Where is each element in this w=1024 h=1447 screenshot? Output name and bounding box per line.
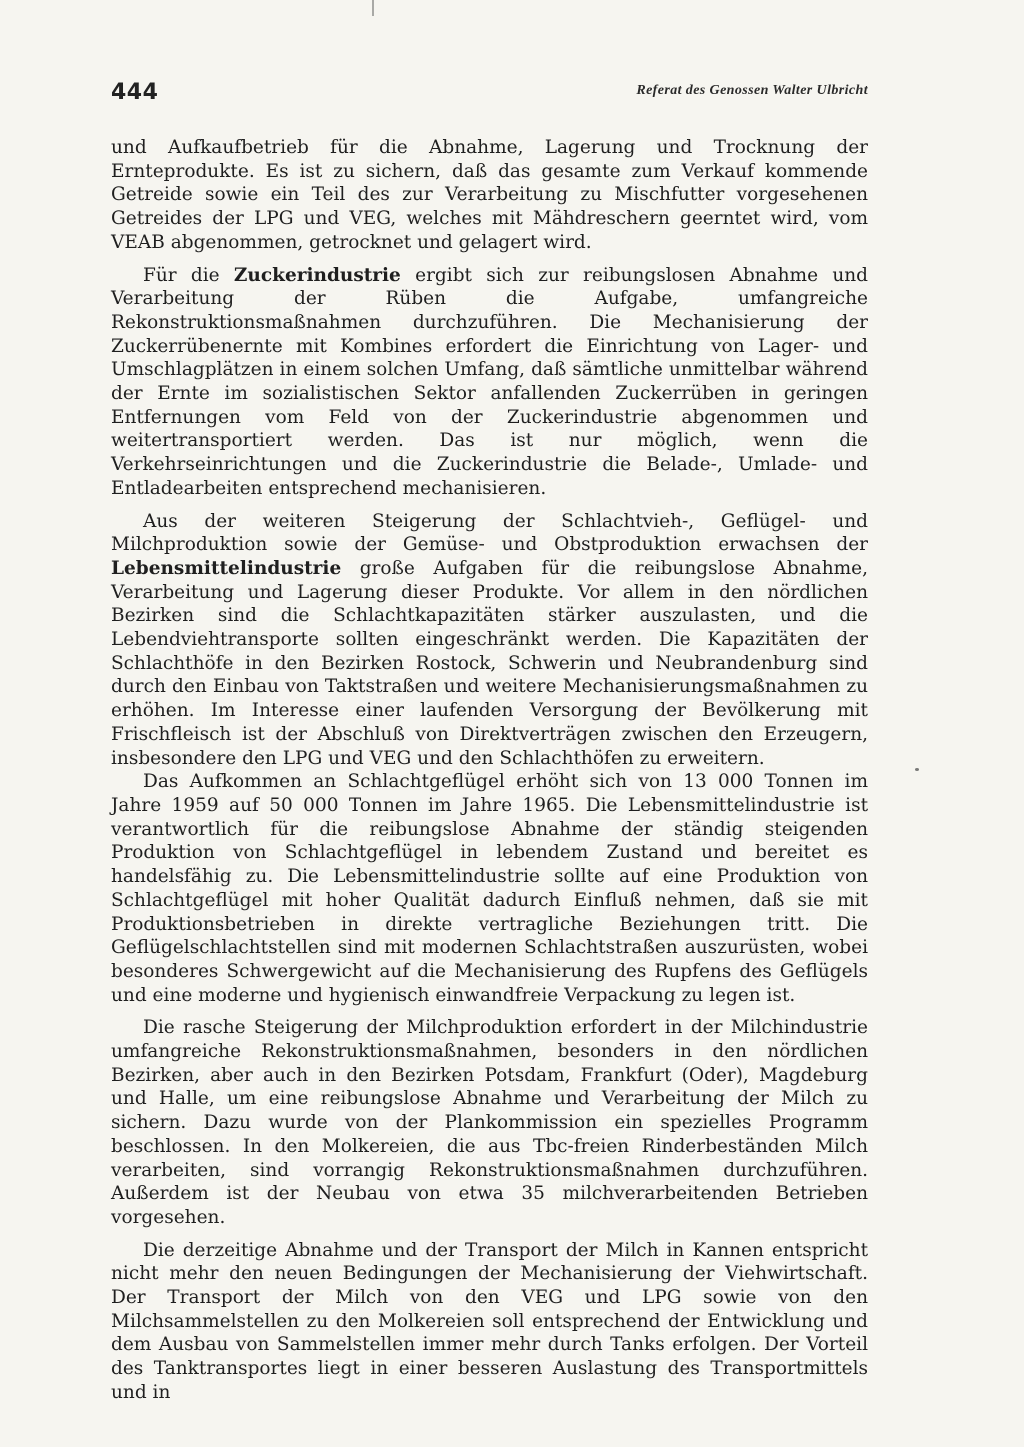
paragraph-milk-transport: Die derzeitige Abnahme und der Transport der Milch in Kannen entspricht nicht mehr den neuen Bedingungen der Mechanisierung der Viehwirtschaft. Der Transport der Milch von den VEG und LPG sowie von den Milchsammelstellen zu den Molkereien soll entsprechend der Entwicklung und dem Ausbau von Sammelstellen immer mehr durch Tanks erfolgen. Der Vorteil des Tanktransportes liegt in einer besseren Auslastung des Transportmittels und in bbox=[111, 1239, 868, 1403]
paragraph-text: große Aufgaben für die reibungslose Abnahme, Verarbeitung und Lagerung dieser Produkte. Vor allem in den nördlichen Bezirken sind die Schlachtkapazitäten stärker auszulasten, und die Lebendviehtransporte sollten eingeschränkt werden. Die Kapazitäten der Schlachthöfe in den Bezirken Rostock, Schwerin und Neubrandenburg sind durch den Einbau von Taktstraßen und weitere Mechanisierungsmaßnahmen zu erhöhen. Im Interesse einer laufenden Versorgung der Bevölkerung mit Frischfleisch ist der Abschluß von Direktverträgen zwischen den Erzeugern, insbesondere den LPG und VEG und den Schlachthöfen zu erweitern. bbox=[111, 557, 868, 769]
paragraph-text: Für die bbox=[143, 264, 234, 286]
paragraph-dairy-industry: Die rasche Steigerung der Milchproduktion erfordert in der Milchindustrie umfangreiche Rekonstruktionsmaßnahmen, besonders in den nördlichen Bezirken, aber auch in den Bezirken Potsdam, Frankfurt (Oder), Magdeburg und Halle, um eine reibungslose Abnahme und Verarbeitung der Milch zu sichern. Dazu wurde von der Plankommission ein spezielles Programm beschlossen. In den Molkereien, die aus Tbc-freien Rinderbeständen Milch verarbeiten, sind vorrangig Rekonstruktionsmaßnahmen durchzuführen. Außerdem ist der Neubau von etwa 35 milchverarbeitenden Betrieben vorgesehen. bbox=[111, 1017, 868, 1228]
running-title: Referat des Genossen Walter Ulbricht bbox=[636, 83, 868, 98]
page-header bbox=[111, 80, 868, 110]
scan-artifact-mark bbox=[372, 0, 374, 16]
paragraph-sugar-industry bbox=[111, 264, 868, 501]
paragraph-food-industry bbox=[111, 510, 868, 771]
paragraph-poultry: Das Aufkommen an Schlachtgeflügel erhöht sich von 13 000 Tonnen im Jahre 1959 auf 50 000 Tonnen im Jahre 1965. Die Lebensmittelindustrie ist verantwortlich für die reibungslose Abnahme der ständig steigenden Produktion von Schlachtgeflügel in lebendem Zustand und bereitet es handelsfähig zu. Die Lebensmittelindustrie sollte auf eine Produktion von Schlachtgeflügel mit hoher Qualität dadurch Einfluß nehmen, daß sie mit Produktionsbetrieben in direkte vertragliche Beziehungen tritt. Die Geflügelschlachtstellen sind mit modernen Schlachtstraßen auszurüsten, wobei besonderes Schwergewicht auf die Mechanisierung des Rupfens des Geflügels und eine moderne und hygienisch einwandfreie Verpackung zu legen ist. bbox=[111, 771, 868, 1006]
page-number: 444 bbox=[111, 80, 159, 105]
paragraph-text: ergibt sich zur reibungslosen Abnahme und Verarbeitung der Rüben die Aufgabe, umfangreiche Rekonstruktionsmaßnahmen durchzuführen. Die Mechanisierung der Zuckerrübenernte mit Kombines erfordert die Einrichtung von Lager- und Umschlagplätzen in einem solchen Umfang, daß sämtliche unmittelbar während der Ernte im sozialistischen Sektor anfallenden Zuckerrüben in geringen Entfernungen vom Feld von der Zuckerindustrie abgenommen und weitertransportiert werden. Das ist nur möglich, wenn die Verkehrseinrichtungen und die Zuckerindustrie die Belade-, Umlade- und Entladearbeiten entsprechend mechanisieren. bbox=[111, 264, 868, 499]
paragraph-text: Aus der weiteren Steigerung der Schlachtvieh-, Geflügel- und Milchproduktion sowie der Gemüse- und Obstproduktion erwachsen der bbox=[111, 510, 868, 556]
emphasis-sugar-industry: Zuckerindustrie bbox=[233, 264, 401, 286]
scan-speck bbox=[915, 768, 919, 771]
paragraph-grain-processing: und Aufkaufbetrieb für die Abnahme, Lagerung und Trocknung der Ernteprodukte. Es ist zu sichern, daß das gesamte zum Verkauf kommende Getreide sowie ein Teil des zur Verarbeitung zu Mischfutter vorgesehenen Getreides der LPG und VEG, welches mit Mähdreschern geerntet wird, vom VEAB abgenommen, getrocknet und gelagert wird. bbox=[111, 137, 868, 253]
body-text bbox=[111, 136, 868, 1414]
emphasis-food-industry: Lebensmittelindustrie bbox=[111, 557, 342, 579]
